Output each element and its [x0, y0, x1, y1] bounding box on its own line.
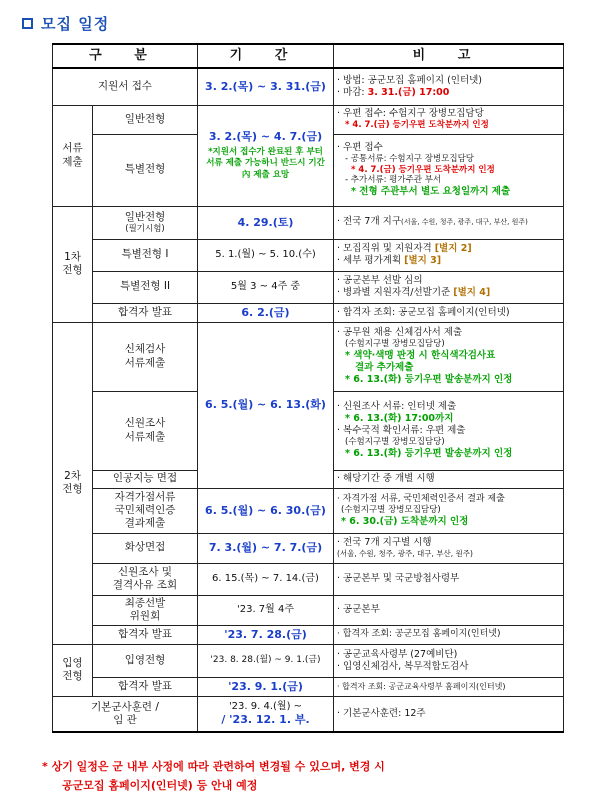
header-category: 구 분: [53, 44, 198, 68]
row-label-line: 결격사유 조회: [112, 579, 178, 591]
period-cell: 6. 5.(월) ~ 6. 13.(화): [198, 322, 334, 488]
row-label-line: 위원회: [129, 610, 161, 622]
note-text: · 세부 평가계획: [337, 255, 405, 266]
period-cell: '23. 7. 28.(금): [198, 625, 334, 644]
note-line: · 공군교육사령부 (27예비단): [337, 648, 458, 660]
group-label-line: 제출: [62, 155, 83, 168]
table-row: [53, 322, 564, 391]
remarks-cell: · 공군본부 및 국군방첩사령부: [334, 563, 564, 595]
attachment-tag: [별지 3]: [404, 255, 442, 266]
footer-line: 공군모집 홈페이지(인터넷) 등 안내 예정: [62, 779, 258, 792]
footer-note: [42, 757, 572, 795]
row-label: 특별전형 I: [93, 239, 198, 271]
note-line: * 4. 7.(금) 등기우편 도착분까지 인정: [351, 164, 495, 175]
row-label-line: 결과제출: [124, 517, 166, 530]
remarks-cell: [334, 644, 564, 677]
table-row: [53, 239, 564, 271]
table-row: [53, 563, 564, 595]
note-line: - 공통서류: 수험지구 장병모집담당: [345, 154, 474, 165]
checkbox-icon: [22, 18, 33, 29]
note-line: (수험지구별 장병모집담당): [341, 504, 441, 515]
note-line: [337, 255, 560, 267]
attachment-tag: [별지 4]: [453, 287, 491, 298]
row-label-line: 기본군사훈련 /: [91, 700, 159, 713]
section-title: 모집 일정: [41, 14, 110, 33]
group-label-line: 1차: [64, 250, 81, 263]
remarks-cell: · 기본군사훈련: 12주: [334, 696, 564, 732]
period-cell: [198, 696, 334, 732]
remarks-cell: · 해당기간 중 개별 시행: [334, 470, 564, 488]
note-text: · 전국 7개 지구: [337, 216, 402, 228]
row-label-line: 신원조사: [124, 417, 166, 430]
row-label-line: 최종선발: [124, 596, 166, 609]
period-line: / '23. 12. 1. 부.: [221, 713, 310, 727]
row-label: [93, 595, 198, 625]
period-cell: 6. 2.(금): [198, 303, 334, 322]
period-cell: '23. 9. 1.(금): [198, 677, 334, 696]
period-text: 3. 2.(목) ~ 4. 7.(금): [208, 129, 323, 143]
table-row: [53, 206, 564, 239]
note-line: · 신원조사 서류: 인터넷 제출: [337, 401, 457, 413]
group-label: [53, 322, 93, 644]
note-line: [337, 243, 560, 255]
row-label-line: 일반전형: [124, 210, 166, 223]
period-note: *지원서 접수가 완료된 후 부터 서류 제출 가능하니 반드시 기간 內 제출 요망: [206, 146, 325, 180]
row-label: [53, 696, 198, 732]
group-label-line: 전형: [62, 483, 83, 495]
table-row: [53, 488, 564, 533]
row-label: [93, 206, 198, 239]
note-line: 결과 추가제출: [355, 361, 414, 373]
row-label: 합격자 발표: [93, 625, 198, 644]
note-line: * 6. 13.(화) 등기우편 발송분까지 인정: [345, 447, 513, 459]
note-line: - 추가서류: 평가주관 부서: [345, 175, 442, 186]
note-line: [337, 287, 560, 299]
remarks-cell: [334, 239, 564, 271]
note-text: · 마감:: [337, 86, 368, 98]
period-cell: [198, 105, 334, 206]
table-row: [53, 68, 564, 105]
table-row: [53, 105, 564, 134]
row-label: [93, 563, 198, 595]
row-label: [93, 488, 198, 533]
group-label: [53, 206, 93, 322]
table-row: [53, 625, 564, 644]
note-line: · 입영신체검사, 복무적합도검사: [337, 660, 469, 672]
period-cell: '23. 7월 4주: [198, 595, 334, 625]
row-label: [93, 322, 198, 391]
period-cell: 7. 3.(월) ~ 7. 7.(금): [198, 533, 334, 563]
note-line: [337, 87, 560, 99]
table-row: [53, 677, 564, 696]
note-line: · 전국 7개 지구별 시행: [337, 537, 432, 549]
row-label-line: 국민체력인증: [114, 503, 176, 516]
row-label: [93, 391, 198, 470]
period-line: '23. 9. 4.(월) ~: [228, 700, 303, 712]
note-line: * 6. 30.(금) 도착분까지 인정: [341, 515, 469, 527]
remarks-cell: · 합격자 조회: 공군모집 홈페이지(인터넷): [334, 625, 564, 644]
remarks-cell: [334, 391, 564, 470]
deadline-text: 3. 31.(금) 17:00: [367, 86, 450, 98]
note-line: (수험지구별 장병모집담당): [345, 437, 445, 448]
group-label-line: 2차: [64, 469, 81, 482]
row-label-line: (필기시험): [125, 223, 165, 234]
table-row: [53, 271, 564, 303]
note-line: (서울, 수원, 청주, 광주, 대구, 부산, 원주): [337, 549, 473, 559]
remarks-cell: · 공군본부: [334, 595, 564, 625]
remarks-cell: · 합격자 조회: 공군모집 홈페이지(인터넷): [334, 303, 564, 322]
header-period: 기 간: [198, 44, 334, 68]
table-header-row: [53, 44, 564, 68]
row-label-line: 신원조사 및: [117, 565, 173, 578]
table-row: [53, 595, 564, 625]
table-row: [53, 696, 564, 732]
remarks-cell: · 합격자 조회: 공군교육사령부 홈페이지(인터넷): [334, 677, 564, 696]
note-line: · 우편 접수: [337, 142, 383, 154]
row-label: 입영전형: [93, 644, 198, 677]
group-label: [53, 105, 93, 206]
period-cell: 6. 15.(목) ~ 7. 14.(금): [198, 563, 334, 595]
table-row: [53, 303, 564, 322]
group-label-line: 입영: [62, 656, 83, 669]
note-line: · 복수국적 확인서류: 우편 제출: [337, 425, 466, 437]
group-label: [53, 644, 93, 696]
row-label: 일반전형: [93, 105, 198, 134]
footer-line: * 상기 일정은 군 내부 사정에 따라 관련하여 변경될 수 있으며, 변경 시: [42, 760, 385, 773]
note-text-small: (서울, 수원, 청주, 광주, 대구, 부산, 원주): [401, 218, 528, 227]
row-label-line: 임 관: [113, 713, 137, 726]
remarks-cell: [334, 533, 564, 563]
period-cell: 5. 1.(월) ~ 5. 10.(수): [198, 239, 334, 271]
note-line: * 전형 주관부서 별도 요청일까지 제출: [351, 185, 511, 197]
row-label: 지원서 접수: [53, 68, 198, 105]
period-cell: 4. 29.(토): [198, 206, 334, 239]
period-cell: 3. 2.(목) ~ 3. 31.(금): [198, 68, 334, 105]
row-label: 특별전형: [93, 134, 198, 206]
row-label: 합격자 발표: [93, 303, 198, 322]
section-heading: [22, 10, 109, 36]
note-text: · 모집직위 및 지원자격: [337, 243, 435, 255]
note-line: * 6. 13.(화) 등기우편 발송분까지 인정: [345, 373, 513, 385]
period-cell: 6. 5.(월) ~ 6. 30.(금): [198, 488, 334, 533]
note-line: · 공군본부 선발 심의: [337, 275, 423, 287]
row-label-line: 서류제출: [124, 430, 166, 443]
remarks-cell: [334, 271, 564, 303]
row-label-line: 신체검사: [124, 343, 166, 356]
note-text: · 병과별 지원자격/선발기준: [337, 287, 454, 298]
row-label-line: 자격가점서류: [114, 490, 176, 503]
remarks-cell: [334, 488, 564, 533]
remarks-cell: [334, 206, 564, 239]
remarks-cell: [334, 105, 564, 134]
group-label-line: 서류: [62, 142, 83, 155]
note-line: * 6. 13.(화) 17:00까지: [345, 413, 454, 425]
note-line: · 우편 접수: 수험지구 장병모집담당: [337, 108, 484, 120]
period-cell: 5월 3 ~ 4주 중: [198, 271, 334, 303]
row-label: 합격자 발표: [93, 677, 198, 696]
remarks-cell: [334, 322, 564, 391]
remarks-cell: [334, 134, 564, 206]
remarks-cell: [334, 68, 564, 105]
row-label: 특별전형 II: [93, 271, 198, 303]
attachment-tag: [별지 2]: [434, 243, 472, 255]
row-label: 인공지능 면접: [93, 470, 198, 488]
table-row: [53, 533, 564, 563]
schedule-table: [52, 43, 564, 733]
row-label: 화상면접: [93, 533, 198, 563]
period-cell: '23. 8. 28.(월) ~ 9. 1.(금): [198, 644, 334, 677]
header-remarks: 비 고: [334, 44, 564, 68]
group-label-line: 전형: [62, 264, 83, 276]
row-label-line: 서류제출: [124, 356, 166, 369]
note-line: * 색약·색맹 판정 시 한식색각검사표: [345, 349, 496, 361]
note-line: · 방법: 공군모집 홈페이지 (인터넷): [337, 74, 483, 86]
note-line: * 4. 7.(금) 등기우편 도착분까지 인정: [345, 120, 489, 131]
group-label-line: 전형: [62, 670, 83, 682]
note-line: (수험지구별 장병모집담당): [345, 339, 445, 350]
note-line: · 자격가점 서류, 국민체력인증서 결과 제출: [337, 493, 505, 504]
note-line: · 공무원 채용 신체검사서 제출: [337, 327, 463, 339]
table-row: [53, 644, 564, 677]
